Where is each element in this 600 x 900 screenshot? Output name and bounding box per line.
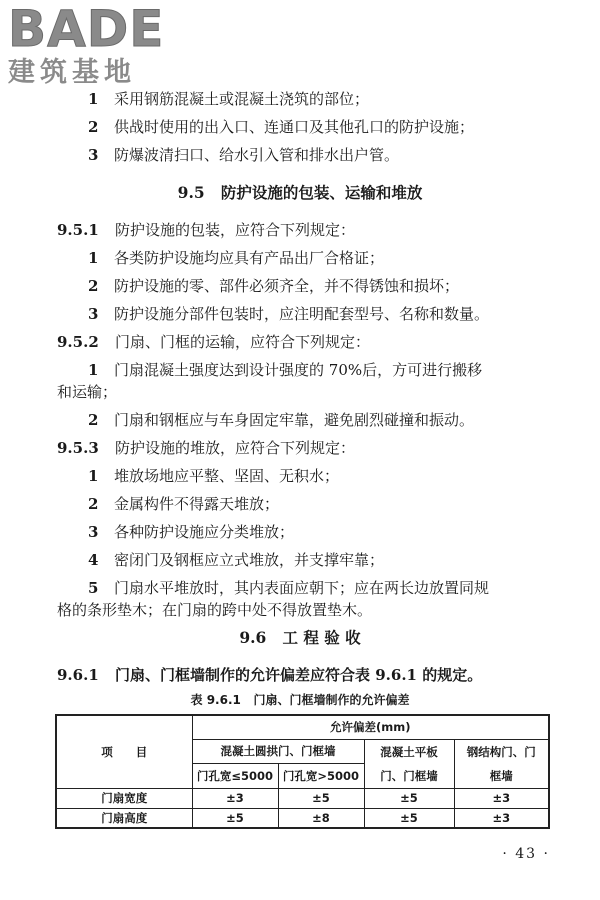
table-row [56,788,549,808]
list-item: 3 各种防护设施应分类堆放； [88,523,295,541]
header-flat-door: 混凝土平板门、门框墙 [364,739,454,788]
clause-9-5-2: 9.5.2 门扇、门框的运输，应符合下列规定： [57,333,371,351]
logo [8,0,178,90]
list-item: 1 采用钢筋混凝土或混凝土浇筑的部位； [88,90,370,108]
table-row [56,808,549,828]
header-item: 项 目 [56,715,192,788]
list-item: 3 防爆波清扫口、给水引入管和排水出户管。 [88,146,400,164]
clause-9-5-1: 9.5.1 防护设施的包装，应符合下列规定： [57,221,356,239]
header-steel-door: 钢结构门、门框墙 [454,739,549,788]
clause-9-5-3: 9.5.3 防护设施的堆放，应符合下列规定： [57,439,356,457]
list-item-continuation: 和运输； [57,383,118,401]
header-arch-large: 门孔宽>5000 [278,764,364,789]
list-item: 4 密闭门及钢框应立式堆放，并支撑牢靠； [88,551,385,569]
cell-value: ±5 [364,808,454,828]
logo-subtitle: 建筑基地 [8,57,136,88]
list-item: 1 门扇混凝土强度达到设计强度的 70%后，方可进行搬移 [88,361,483,379]
list-item: 1 各类防护设施均应具有产品出厂合格证； [88,249,385,267]
cell-value: ±5 [278,788,364,808]
table-caption: 表 9.6.1 门扇、门框墙制作的允许偏差 [190,693,410,707]
cell-value: ±3 [192,788,278,808]
list-item: 3 防护设施分部件包装时，应注明配套型号、名称和数量。 [88,305,490,323]
header-arch-small: 门孔宽≤5000 [192,764,278,789]
tolerance-table [55,714,550,829]
cell-value: ±3 [454,788,549,808]
list-item: 2 供战时使用的出入口、连通口及其他孔口的防护设施； [88,118,475,136]
section-heading-9-5: 9.5 防护设施的包装、运输和堆放 [177,183,423,202]
list-item: 2 防护设施的零、部件必须齐全，并不得锈蚀和损坏； [88,277,460,295]
clause-9-6-1: 9.6.1 门扇、门框墙制作的允许偏差应符合表 9.6.1 的规定。 [57,666,483,684]
list-item: 5 门扇水平堆放时，其内表面应朝下；应在两长边放置同规 [88,579,490,597]
list-item: 1 堆放场地应平整、坚固、无积水； [88,467,340,485]
header-arch-door: 混凝土圆拱门、门框墙 [192,739,364,764]
list-item-continuation: 格的条形垫木；在门扇的跨中处不得放置垫木。 [57,601,373,619]
row-label: 门扇高度 [56,808,192,828]
page-number: · 43 · [502,846,550,862]
cell-value: ±5 [192,808,278,828]
section-heading-9-6: 9.6 工 程 验 收 [239,628,361,647]
logo-brand: BADE [8,0,165,58]
cell-value: ±8 [278,808,364,828]
list-item: 2 门扇和钢框应与车身固定牢靠，避免剧烈碰撞和振动。 [88,411,475,429]
header-tolerance: 允许偏差(mm) [192,715,549,739]
cell-value: ±5 [364,788,454,808]
cell-value: ±3 [454,808,549,828]
row-label: 门扇宽度 [56,788,192,808]
list-item: 2 金属构件不得露天堆放； [88,495,280,513]
